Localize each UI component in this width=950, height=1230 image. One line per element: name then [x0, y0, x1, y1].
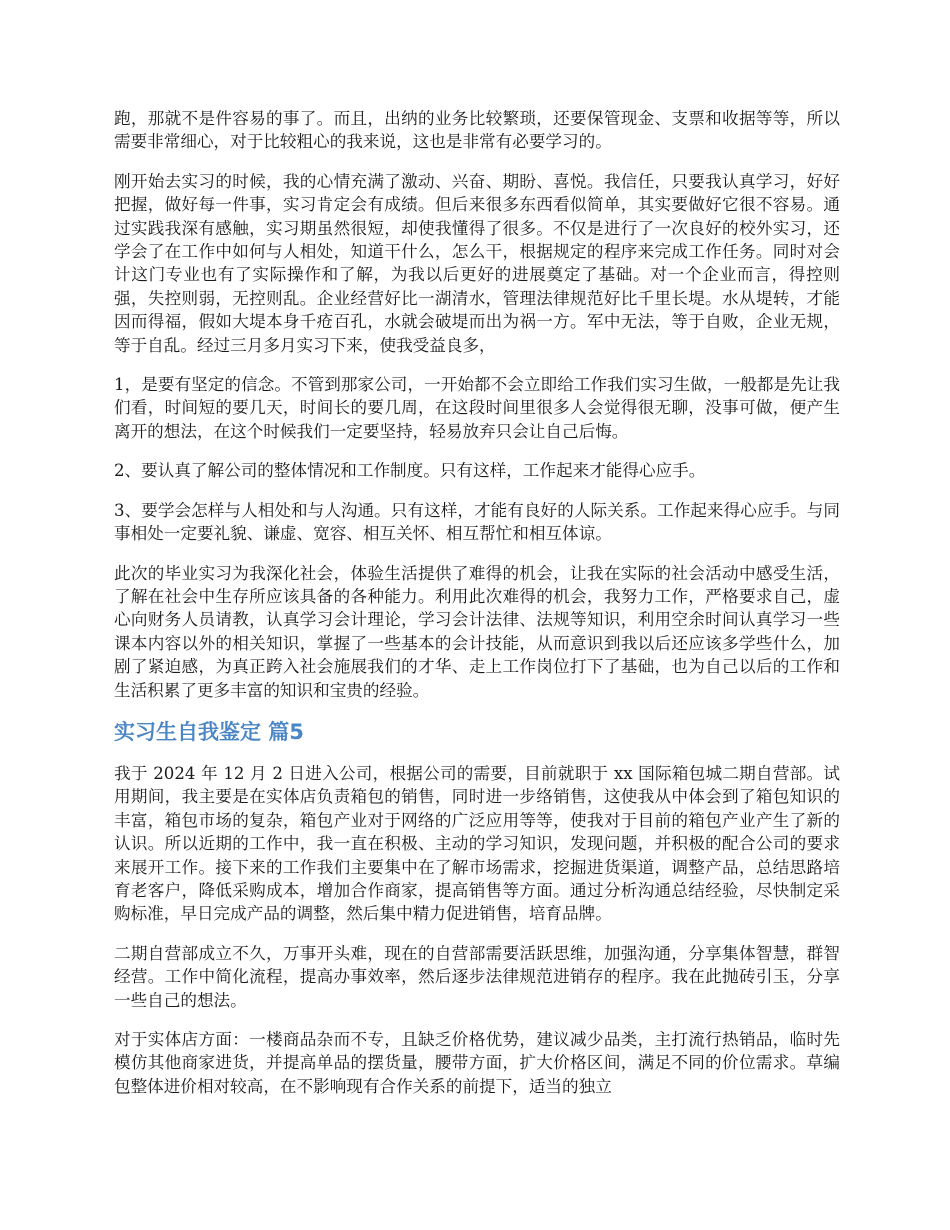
paragraph: 3、要学会怎样与人相处和与人沟通。只有这样，才能有良好的人际关系。工作起来得心应手。与同事相处一定要礼貌、谦虚、宽容、相互关怀、相互帮忙和相互体谅。 [114, 500, 840, 544]
paragraph: 刚开始去实习的时候，我的心情充满了激动、兴奋、期盼、喜悦。我信任，只要我认真学习，好好把握，做好每一件事，实习肯定会有成绩。但后来很多东西看似简单，其实要做好它很不容易。通过实践我深有感触，实习期虽然很短，却使我懂得了很多。不仅是进行了一次良好的校外实习，还学会了在工作中如何与人相处，知道干什么，怎么干，根据规定的程序来完成工作任务。同时对会计这门专业也有了实际操作和了解，为我以后更好的进展奠定了基础。对一个企业而言，得控则强，失控则弱，无控则乱。企业经营好比一湖清水，管理法律规范好比千里长堤。水从堤转，才能因而得福，假如大堤本身千疮百孔，水就会破堤而出为祸一方。军中无法，等于自败，企业无规，等于自乱。经过三月多月实习下来，使我受益良多， [114, 171, 840, 355]
paragraph: 我于 2024 年 12 月 2 日进入公司，根据公司的需要，目前就职于 xx 国际箱包城二期自营部。试用期间，我主要是在实体店负责箱包的销售，同时进一步络销售，这使我从中体会到了箱包知识的丰富，箱包市场的复杂，箱包产业对于网络的广泛应用等等，使我对于目前的箱包产业产生了新的认识。所以近期的工作中，我一直在积极、主动的学习知识，发现问题，并积极的配合公司的要求来展开工作。接下来的工作我们主要集中在了解市场需求，挖掘进货渠道，调整产品，总结思路培育老客户，降低采购成本，增加合作商家，提高销售等方面。通过分析沟通总结经验，尽快制定采购标准，早日完成产品的调整，然后集中精力促进销售，培育品牌。 [114, 763, 840, 924]
section-heading: 实习生自我鉴定 篇5 [114, 719, 304, 744]
paragraph: 1，是要有坚定的信念。不管到那家公司，一开始都不会立即给工作我们实习生做，一般都是先让我们看，时间短的要几天，时间长的要几周，在这段时间里很多人会觉得很无聊，没事可做，便产生离开的想法，在这个时候我们一定要坚持，轻易放弃只会让自己后悔。 [114, 375, 840, 441]
paragraph: 此次的毕业实习为我深化社会，体验生活提供了难得的机会，让我在实际的社会活动中感受生活，了解在社会中生存所应该具备的各种能力。利用此次难得的机会，我努力工作，严格要求自己，虚心向财务人员请教，认真学习会计理论，学习会计法律、法规等知识，利用空余时间认真学习一些课本内容以外的相关知识，掌握了一些基本的会计技能，从而意识到我以后还应该多学些什么，加剧了紧迫感，为真正跨入社会施展我们的才华、走上工作岗位打下了基础，也为自己以后的工作和生活积累了更多丰富的知识和宝贵的经验。 [114, 563, 840, 700]
paragraph: 跑，那就不是件容易的事了。而且，出纳的业务比较繁琐，还要保管现金、支票和收据等等，所以需要非常细心，对于比较粗心的我来说，这也是非常有必要学习的。 [114, 109, 840, 152]
document-page [114, 107, 840, 1114]
paragraph: 2、要认真了解公司的整体情况和工作制度。只有这样，工作起来才能得心应手。 [114, 461, 706, 481]
paragraph: 二期自营部成立不久，万事开头难，现在的自营部需要活跃思维，加强沟通，分享集体智慧，群智经营。工作中简化流程，提高办事效率，然后逐步法律规范进销存的程序。我在此抛砖引玉，分享一些自己的想法。 [114, 943, 840, 1010]
paragraph: 对于实体店方面：一楼商品杂而不专，且缺乏价格优势，建议减少品类，主打流行热销品，临时先模仿其他商家进货，并提高单品的摆货量，腰带方面，扩大价格区间，满足不同的价位需求。草编包整体进价相对较高，在不影响现有合作关系的前提下，适当的独立 [114, 1030, 840, 1096]
